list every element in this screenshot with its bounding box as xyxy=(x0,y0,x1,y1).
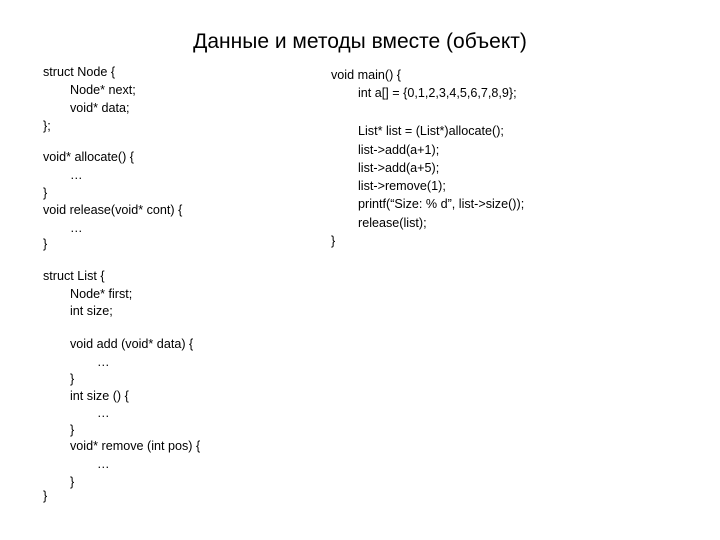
slide-title: Данные и методы вместе (объект) xyxy=(193,30,527,53)
code-line: void* data; xyxy=(70,101,130,115)
code-line: … xyxy=(97,355,110,369)
code-line: struct Node { xyxy=(43,65,116,79)
code-line: } xyxy=(70,423,75,437)
code-line: void* allocate() { xyxy=(43,150,135,164)
code-line: int a[] = {0,1,2,3,4,5,6,7,8,9}; xyxy=(358,86,517,100)
code-line: Node* next; xyxy=(70,83,136,97)
code-line: int size () { xyxy=(70,389,129,403)
code-line: … xyxy=(70,221,83,235)
code-line: } xyxy=(70,372,75,386)
code-line: void add (void* data) { xyxy=(70,337,194,351)
code-line: list->add(a+1); xyxy=(358,143,440,157)
code-line: … xyxy=(70,168,83,182)
code-line: int size; xyxy=(70,304,113,318)
code-line: } xyxy=(43,237,48,251)
code-line: release(list); xyxy=(358,216,427,230)
code-line: printf(“Size: % d”, list->size()); xyxy=(358,197,525,211)
code-line: list->add(a+5); xyxy=(358,161,440,175)
code-line: void* remove (int pos) { xyxy=(70,439,201,453)
code-line: } xyxy=(43,186,48,200)
code-line: Node* first; xyxy=(70,287,133,301)
code-line: … xyxy=(97,457,110,471)
code-line: } xyxy=(70,475,75,489)
code-line: struct List { xyxy=(43,269,105,283)
code-line: } xyxy=(43,489,48,503)
code-line: … xyxy=(97,406,110,420)
code-line: } xyxy=(331,234,336,248)
code-line: void main() { xyxy=(331,68,401,82)
code-line: }; xyxy=(43,119,51,133)
code-line: void release(void* cont) { xyxy=(43,203,183,217)
code-line: list->remove(1); xyxy=(358,179,446,193)
code-line: List* list = (List*)allocate(); xyxy=(358,124,504,138)
